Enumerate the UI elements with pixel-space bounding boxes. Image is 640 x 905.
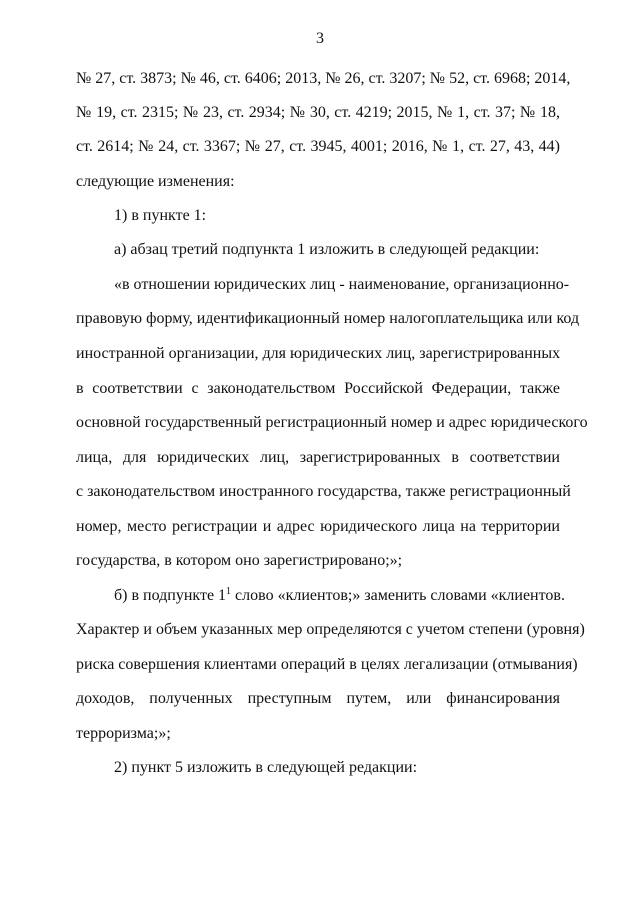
text-line: с законодательством иностранного государства, также регистрационный <box>76 483 571 500</box>
item-b-before: б) в подпункте 1 <box>114 587 227 604</box>
text-line: правовую форму, идентификационный номер налогоплательщика или код <box>76 310 580 327</box>
text-line: следующие изменения: <box>76 173 235 190</box>
text-line: ст. 2614; № 24, ст. 3367; № 27, ст. 3945, 4001; 2016, № 1, ст. 27, 43, 44) <box>76 138 560 155</box>
page-number: 3 <box>316 30 324 47</box>
text-line: государства, в котором оно зарегистрировано;»; <box>76 552 403 569</box>
text-line: иностранной организации, для юридических лиц, зарегистрированных <box>76 345 561 362</box>
text-line: № 19, ст. 2315; № 23, ст. 2934; № 30, ст. 4219; 2015, № 1, ст. 37; № 18, <box>76 104 560 121</box>
text-line: в соответствии с законодательством Российской Федерации, также <box>76 380 560 397</box>
text-line: лица, для юридических лиц, зарегистрированных в соответствии <box>76 449 560 466</box>
text-line: «в отношении юридических лиц - наименование, организационно- <box>114 276 570 293</box>
text-line: риска совершения клиентами операций в целях легализации (отмывания) <box>76 656 578 673</box>
text-line: № 27, ст. 3873; № 46, ст. 6406; 2013, № 26, ст. 3207; № 52, ст. 6968; 2014, <box>76 70 571 87</box>
text-line: номер, место регистрации и адрес юридического лица на территории <box>76 518 560 535</box>
item-b-superscript: 1 <box>226 586 232 597</box>
text-line: терроризма;»; <box>76 725 171 742</box>
text-line: 2) пункт 5 изложить в следующей редакции: <box>114 759 418 776</box>
text-line: а) абзац третий подпункта 1 изложить в следующей редакции: <box>114 241 540 258</box>
text-line: доходов, полученных преступным путем, или финансирования <box>76 690 560 707</box>
text-line: 1) в пункте 1: <box>114 207 207 224</box>
text-line-item-b <box>76 585 565 607</box>
text-line: основной государственный регистрационный номер и адрес юридического <box>76 414 588 431</box>
text-line: Характер и объем указанных мер определяются с учетом степени (уровня) <box>76 621 585 638</box>
item-b-after: слово «клиентов;» заменить словами «клиентов. <box>231 587 565 604</box>
